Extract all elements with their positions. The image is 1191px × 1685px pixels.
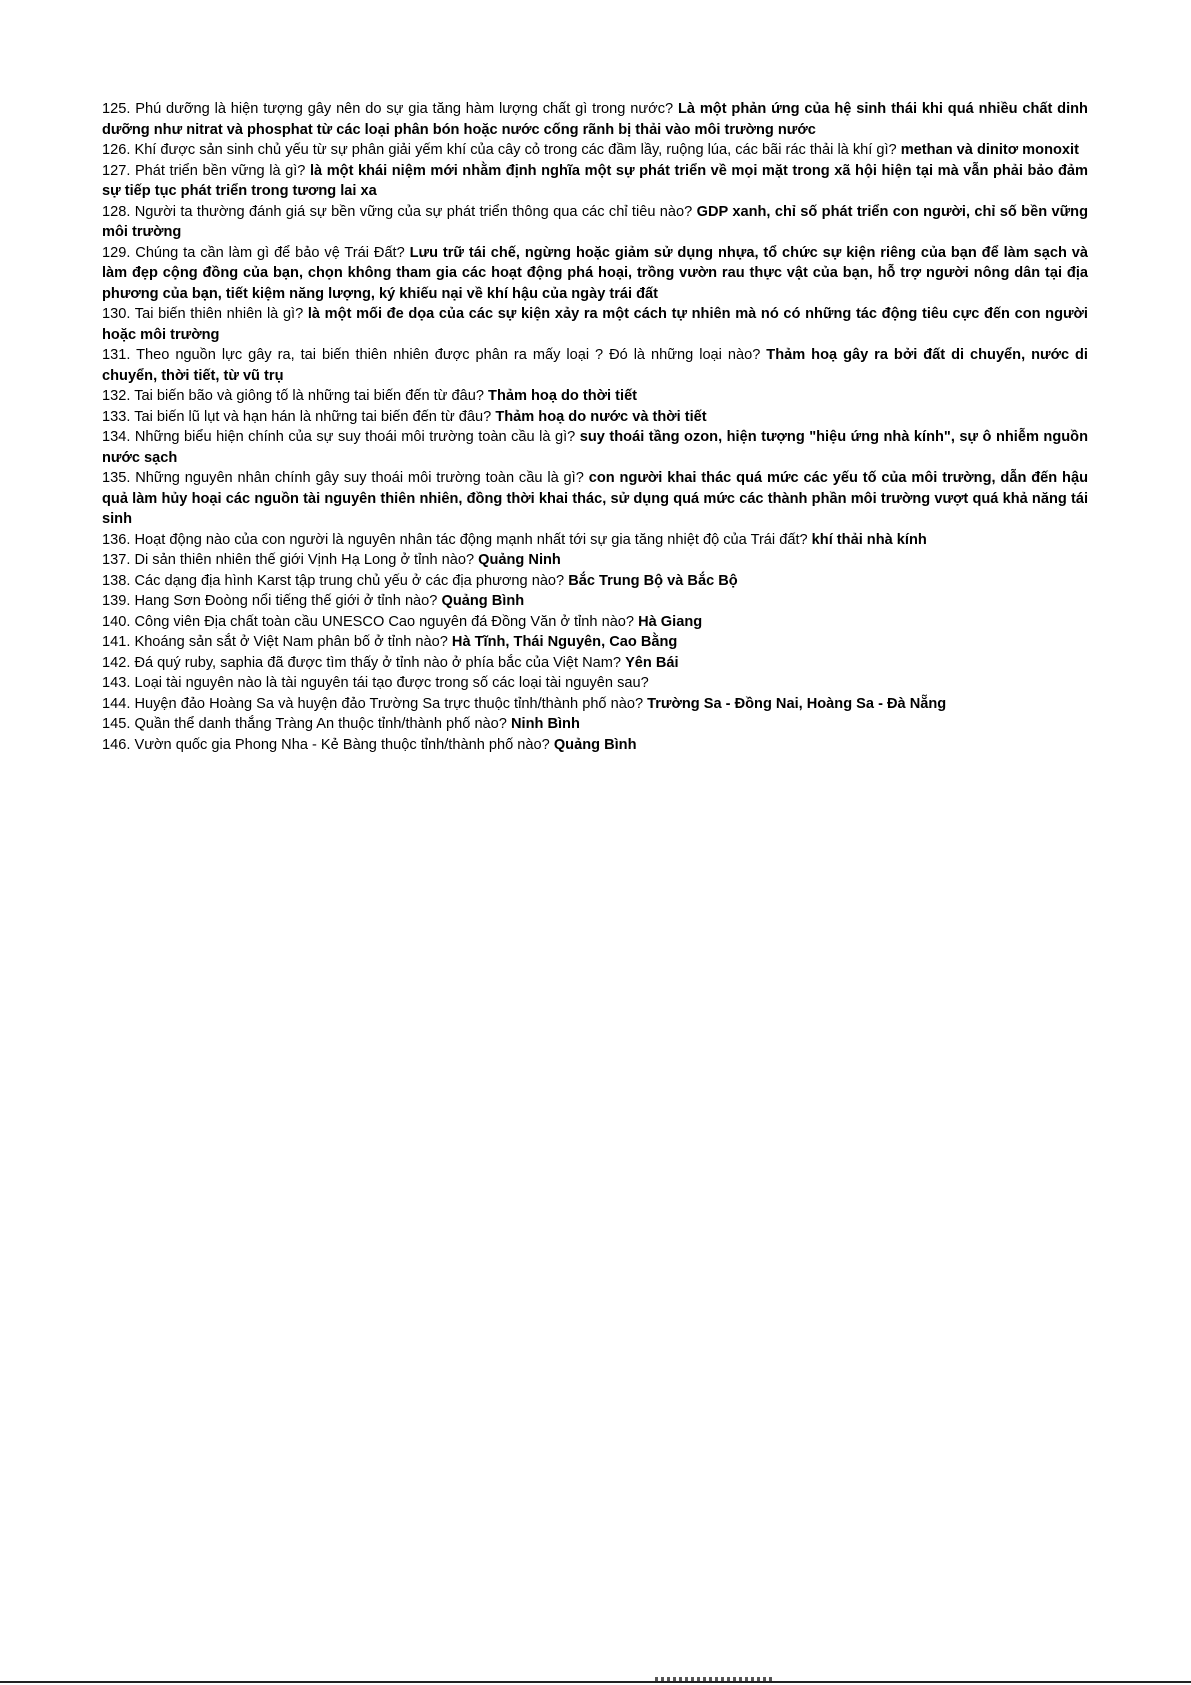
qa-item-139	[102, 591, 1088, 612]
question-text: 129. Chúng ta cần làm gì để bảo vệ Trái Đất?	[102, 244, 410, 261]
qa-item-132	[102, 386, 1088, 407]
qa-item-135	[102, 468, 1088, 530]
question-text: 132. Tai biến bão và giông tố là những tai biến đến từ đâu?	[102, 388, 489, 404]
qa-item-141	[102, 632, 1088, 653]
qa-item-133	[102, 407, 1088, 428]
question-text: 128. Người ta thường đánh giá sự bền vững của sự phát triển thông qua các chỉ tiêu nào?	[102, 203, 697, 220]
question-text: 144. Huyện đảo Hoàng Sa và huyện đảo Trường Sa trực thuộc tỉnh/thành phố nào?	[102, 695, 648, 712]
answer-text: Thảm hoạ gây ra bởi đất di chuyển, nước di chuyển, thời tiết, từ vũ trụ	[102, 347, 1088, 384]
answer-text: Hà Giang	[638, 613, 703, 630]
qa-item-146	[102, 735, 1088, 756]
answer-text: methan và dinitơ monoxit	[900, 142, 1079, 158]
answer-text: con người khai thác quá mức các yếu tố của môi trường, dẫn đến hậu quả làm hủy hoại các nguồn tài nguyên thiên nhiên, đồng thời khai thác, sử dụng quá mức các thành phần môi trường vượt quá khả năng tái sinh	[102, 470, 1089, 527]
qa-item-138	[102, 571, 1088, 592]
question-text: 137. Di sản thiên nhiên thế giới Vịnh Hạ Long ở tỉnh nào?	[102, 552, 479, 568]
qa-item-145	[102, 714, 1088, 735]
question-text: 130. Tai biến thiên nhiên là gì?	[102, 306, 308, 322]
question-text: 133. Tai biến lũ lụt và hạn hán là những tai biến đến từ đâu?	[102, 408, 496, 425]
question-text: 146. Vườn quốc gia Phong Nha - Kẻ Bàng thuộc tỉnh/thành phố nào?	[102, 736, 554, 753]
qa-item-129	[102, 243, 1088, 305]
qa-item-127	[102, 161, 1088, 202]
question-text: 134. Những biểu hiện chính của sự suy thoái môi trường toàn cầu là gì?	[102, 429, 580, 445]
qa-item-134	[102, 427, 1088, 468]
question-text: 142. Đá quý ruby, saphia đã được tìm thấy ở tỉnh nào ở phía bắc của Việt Nam?	[102, 654, 626, 671]
answer-text: Yên Bái	[625, 654, 679, 671]
answer-text: GDP xanh, chỉ số phát triển con người, chỉ số bền vững môi trường	[102, 203, 1088, 240]
question-text: 131. Theo nguồn lực gây ra, tai biến thiên nhiên được phân ra mấy loại ? Đó là những loại nào?	[102, 347, 767, 363]
document-body	[102, 99, 1088, 755]
answer-text: khí thải nhà kính	[811, 531, 927, 548]
answer-text: Quảng Bình	[553, 736, 637, 753]
answer-text: Thảm hoạ do thời tiết	[488, 388, 638, 404]
answer-text: Bắc Trung Bộ và Bắc Bộ	[568, 572, 738, 589]
answer-text: Hà Tĩnh, Thái Nguyên, Cao Bằng	[451, 634, 678, 650]
qa-item-143	[102, 673, 1088, 694]
qa-item-137	[102, 550, 1088, 571]
answer-text: suy thoái tầng ozon, hiện tượng "hiệu ứng nhà kính", sự ô nhiễm nguồn nước sạch	[102, 429, 1088, 466]
question-text: 136. Hoạt động nào của con người là nguyên nhân tác động mạnh nhất tới sự gia tăng nhiệt độ của Trái đất?	[102, 531, 812, 548]
qa-item-144	[102, 694, 1088, 715]
answer-text: Là một phản ứng của hệ sinh thái khi quá nhiều chất dinh dưỡng như nitrat và phosphat từ các loại phân bón hoặc nước cống rãnh bị thải vào môi trường nước	[102, 101, 1088, 138]
qa-item-142	[102, 653, 1088, 674]
answer-text: là một khái niệm mới nhằm định nghĩa một sự phát triển về mọi mặt trong xã hội hiện tại mà vẫn phải bảo đảm sự tiếp tục phát triển trong tương lai xa	[102, 162, 1088, 199]
qa-item-130	[102, 304, 1088, 345]
qa-item-136	[102, 530, 1088, 551]
question-text: 135. Những nguyên nhân chính gây suy thoái môi trường toàn cầu là gì?	[102, 470, 589, 486]
question-text: 125. Phú dưỡng là hiện tượng gây nên do sự gia tăng hàm lượng chất gì trong nước?	[102, 101, 678, 117]
qa-item-128	[102, 202, 1088, 243]
question-text: 138. Các dạng địa hình Karst tập trung chủ yếu ở các địa phương nào?	[102, 572, 569, 589]
answer-text: là một mối đe dọa của các sự kiện xảy ra một cách tự nhiên mà nó có những tác động tiêu cực đến con người hoặc môi trường	[102, 306, 1088, 343]
answer-text: Thảm hoạ do nước và thời tiết	[495, 408, 707, 425]
answer-text: Trường Sa - Đồng Nai, Hoàng Sa - Đà Nẵng	[647, 695, 947, 712]
qa-item-131	[102, 345, 1088, 386]
question-text: 140. Công viên Địa chất toàn cầu UNESCO Cao nguyên đá Đồng Văn ở tỉnh nào?	[102, 613, 639, 630]
answer-text: Quảng Ninh	[478, 552, 561, 568]
question-text: 141. Khoáng sản sắt ở Việt Nam phân bố ở tỉnh nào?	[102, 634, 452, 650]
qa-item-140	[102, 612, 1088, 633]
question-text: 126. Khí được sản sinh chủ yếu từ sự phân giải yếm khí của cây cỏ trong các đầm lầy, ruộng lúa, các bãi rác thải là khí gì?	[102, 142, 901, 158]
question-text: 143. Loại tài nguyên nào là tài nguyên tái tạo được trong số các loại tài nguyên sau?	[102, 675, 649, 691]
answer-text: Ninh Bình	[510, 716, 580, 732]
question-text: 139. Hang Sơn Đoòng nổi tiếng thế giới ở tỉnh nào?	[102, 593, 442, 609]
answer-text: Quảng Bình	[441, 593, 525, 609]
qa-item-125	[102, 99, 1088, 140]
answer-text: Lưu trữ tái chế, ngừng hoặc giảm sử dụng nhựa, tổ chức sự kiện riêng của bạn để làm sạch và làm đẹp cộng đồng của bạn, chọn không tham gia các hoạt động phá hoại, trồng vườn rau thực vật của bạn, hỗ trợ người nông dân tại địa phương của bạn, tiết kiệm năng lượng, ký khiếu nại về khí hậu của ngày trái đất	[102, 244, 1088, 302]
question-text: 145. Quần thể danh thắng Tràng An thuộc tỉnh/thành phố nào?	[102, 716, 511, 732]
page-bottom-divider	[0, 1681, 1191, 1683]
qa-item-126	[102, 140, 1088, 161]
question-text: 127. Phát triển bền vững là gì?	[102, 162, 310, 179]
